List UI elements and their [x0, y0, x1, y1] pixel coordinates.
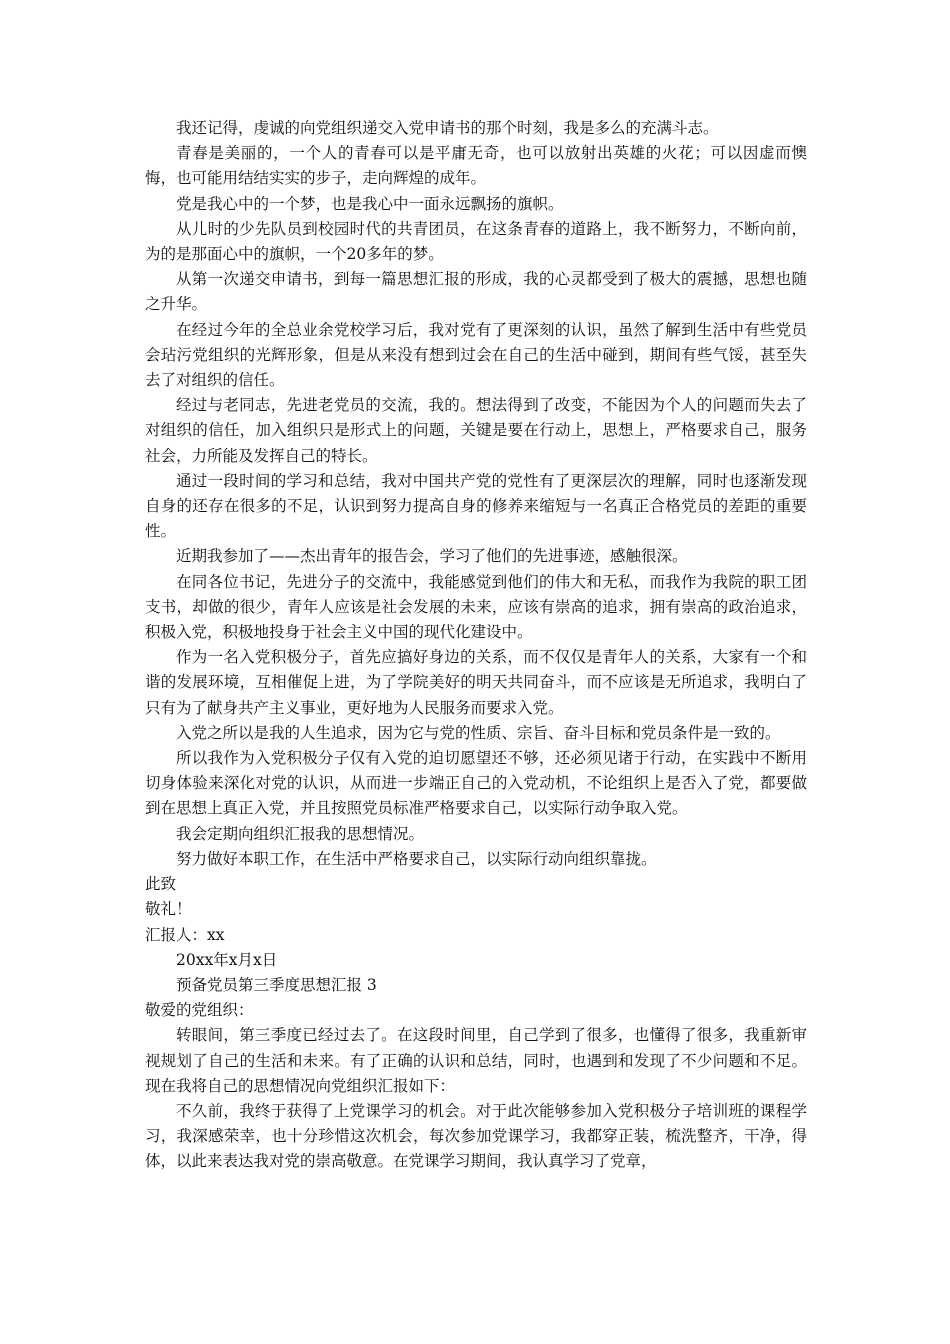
paragraph: 入党之所以是我的人生追求，因为它与党的性质、宗旨、奋斗目标和党员条件是一致的。 [176, 723, 781, 742]
paragraph: 在经过今年的全总业余党校学习后，我对党有了更深刻的认识，虽然了解到生活中有些党员会玷污党组织的光辉形象，但是从来没有想到过会在自己的生活中碰到，期间有些气馁，甚至失去了对组织的信任。 [145, 320, 807, 390]
paragraph: 在同各位书记，先进分子的交流中，我能感觉到他们的伟大和无私，而我作为我院的职工团支书，却做的很少，青年人应该是社会发展的未来，应该有崇高的追求，拥有崇高的政治追求，积极入党，积极地投身于社会主义中国的现代化建设中。 [145, 572, 807, 642]
paragraph: 我还记得，虔诚的向党组织递交入党申请书的那个时刻，我是多么的充满斗志。 [176, 119, 719, 137]
paragraph: 党是我心中的一个梦，也是我心中一面永远飘扬的旗帜。 [176, 194, 564, 213]
section-title: 预备党员第三季度思想汇报 3 [176, 975, 377, 994]
paragraph: 我会定期向组织汇报我的思想情况。 [176, 824, 425, 843]
paragraph: 从儿时的少先队员到校园时代的共青团员，在这条青春的道路上，我不断努力，不断向前，为的是那面心中的旗帜，一个20多年的梦。 [145, 219, 807, 264]
paragraph: 努力做好本职工作，在生活中严格要求自己，以实际行动向组织靠拢。 [176, 849, 657, 868]
paragraph: 通过一段时间的学习和总结，我对中国共产党的党性有了更深层次的理解，同时也逐渐发现自身的还存在很多的不足，认识到努力提高自身的修养来缩短与一名真正合格党员的差距的重要性。 [145, 471, 807, 541]
paragraph: 转眼间，第三季度已经过去了。在这段时间里，自己学到了很多，也懂得了很多，我重新审视规划了自己的生活和未来。有了正确的认识和总结，同时，也遇到和发现了不少问题和不足。现在我将自己的思想情况向党组织汇报如下： [145, 1026, 807, 1095]
paragraph: 经过与老同志，先进老党员的交流，我的。想法得到了改变，不能因为个人的问题而失去了对组织的信任，加入组织只是形式上的问题，关键是要在行动上，思想上，严格要求自己，服务社会，力所能及发挥自己的特长。 [145, 396, 807, 465]
paragraph: 近期我参加了——杰出青年的报告会，学习了他们的先进事迹，感触很深。 [176, 547, 688, 566]
document-body [145, 116, 807, 1175]
salutation: 敬爱的党组织： [145, 1001, 254, 1020]
date-line: 20xx年x月x日 [176, 950, 278, 969]
paragraph: 从第一次递交申请书，到每一篇思想汇报的形成，我的心灵都受到了极大的震撼，思想也随之升华。 [145, 270, 807, 314]
closing-salutation: 此致 [145, 875, 177, 894]
paragraph: 不久前，我终于获得了上党课学习的机会。对于此次能够参加入党积极分子培训班的课程学习，我深感荣幸，也十分珍惜这次机会，每次参加党课学习，我都穿正装，梳洗整齐，干净，得体，以此来表达我对党的崇高敬意。在党课学习期间，我认真学习了党章， [145, 1101, 807, 1171]
reporter-line: 汇报人：xx [145, 925, 225, 944]
paragraph: 青春是美丽的，一个人的青春可以是平庸无奇，也可以放射出英雄的火花；可以因虚而懊悔，也可能用结结实实的步子，走向辉煌的成年。 [145, 144, 807, 188]
paragraph: 所以我作为入党积极分子仅有入党的迫切愿望还不够，还必须见诸于行动，在实践中不断用切身体验来深化对党的认识，从而进一步端正自己的入党动机，不论组织上是否入了党，都要做到在思想上真正入党，并且按照党员标准严格要求自己，以实际行动争取入党。 [145, 749, 807, 818]
paragraph: 作为一名入党积极分子，首先应搞好身边的关系，而不仅仅是青年人的关系，大家有一个和谐的发展环境，互相催促上进，为了学院美好的明天共同奋斗，而不应该是无所追求，我明白了只有为了献身共产主义事业，更好地为人民服务而要求入党。 [145, 648, 807, 717]
closing-greeting: 敬礼！ [145, 900, 192, 919]
